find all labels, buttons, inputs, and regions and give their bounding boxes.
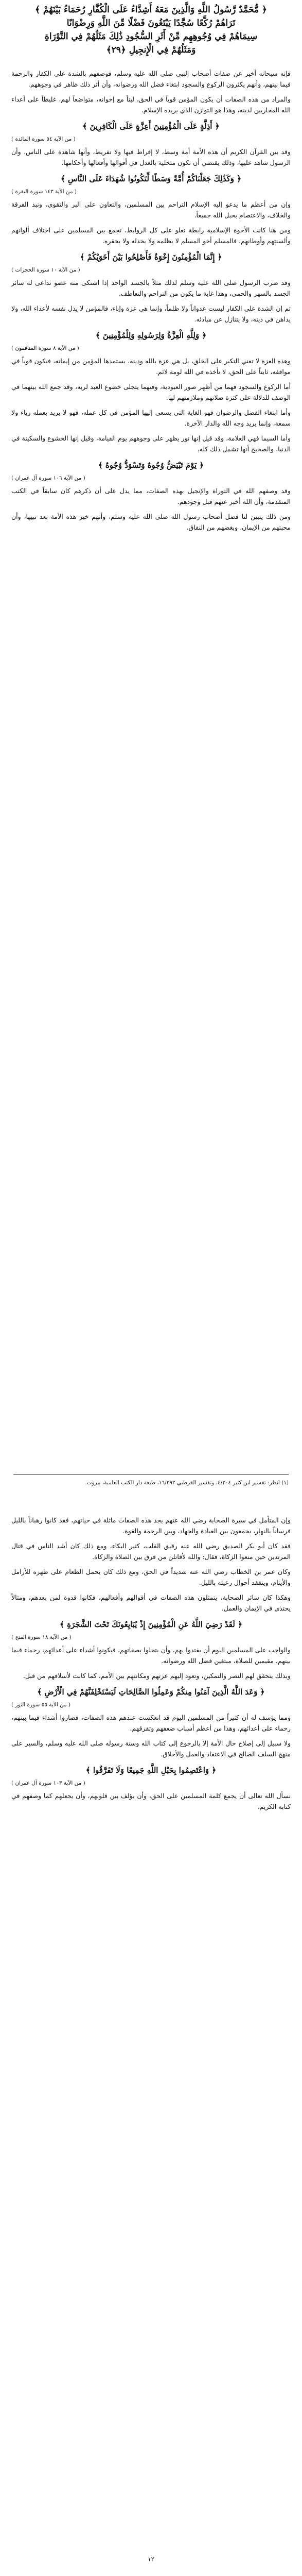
header-verse-line: سِيمَاهُمْ فِي وُجُوهِهِم مِّنْ أَثَرِ السُّجُودِ ذَٰلِكَ مَثَلُهُمْ فِي التَّوْرَاةِ <box>44 31 258 42</box>
paragraph: فإنه سبحانه أخبر عن صفات أصحاب النبي صلى الله عليه وسلم، فوصفهم بالشدة على الكفار والرحمة فيما بينهم، وأنهم يكثرون الركوع والسجود ابتغاء فضل الله ورضوانه، وأن أثر ذلك ظاهر في وجوههم. <box>11 70 291 88</box>
header-verse-line: تَرَاهُمْ رُكَّعًا سُجَّدًا يَبْتَغُونَ فَضْلًا مِّنَ اللَّهِ وَرِضْوَانًا <box>66 18 236 28</box>
verse-reference: ( من الآية ١٠٣ سورة آل عمران ) <box>11 1780 85 1786</box>
paragraph: فقد كان أبو بكر الصديق رضي الله عنه رقيق القلب، كثير البكاء، ومع ذلك كان أشد الناس في قتال المرتدين حين منعوا الزكاة، فقال: والله لأقاتلن من فرق بين الصلاة والزكاة. <box>11 1542 291 1561</box>
paragraph: وكان عمر بن الخطاب رضي الله عنه شديداً في الحق، ومع ذلك كان يحمل الطعام على ظهره للأرامل والأيتام، ويتفقد أحوال رعيته بالليل. <box>11 1568 291 1586</box>
quran-verse: ﴿ وَكَذَٰلِكَ جَعَلْنَاكُمْ أُمَّةً وَسَطًا لِّتَكُونُوا شُهَدَاءَ عَلَى النَّاسِ ﴾ <box>60 174 242 183</box>
footnote: (١) انظر: تفسير ابن كثير ٤/٢٠٤، وتفسير القرطبي ١٦/٢٩٢، طبعة دار الكتب العلمية، بيروت. <box>85 1480 289 1486</box>
paragraph: والواجب على المسلمين اليوم أن يقتدوا بهم، وأن يتحلوا بصفاتهم، فيكونوا أشداء على أعدائهم، رحماء فيما بينهم، مقيمين للصلاة، مبتغين فضل الله ورضوانه. <box>11 1646 291 1665</box>
header-verse-line: ﴿ مُّحَمَّدٌ رَّسُولُ اللَّهِ وَالَّذِينَ مَعَهُ أَشِدَّاءُ عَلَى الْكُفَّارِ رُحَمَاءُ بَيْنَهُمْ ﴾ <box>35 5 267 15</box>
quran-verse: ﴿ أَذِلَّةٍ عَلَى الْمُؤْمِنِينَ أَعِزَّةٍ عَلَى الْكَافِرِينَ ﴾ <box>82 122 220 131</box>
paragraph: ومن ذلك يتبين لنا فضل أصحاب رسول الله صلى الله عليه وسلم، وأنهم خير هذه الأمة بعد نبيها، وأن محبتهم من الإيمان، وبغضهم من النفاق. <box>11 513 291 531</box>
paragraph: وإن من أعظم ما يدعو إليه الإسلام التراحم بين المسلمين، والتعاون على البر والتقوى، ونبذ الفرقة والخلاف، والاعتصام بحبل الله جميعاً. <box>11 200 291 219</box>
paragraph: وأما السيما فهي العلامة، وقد قيل إنها نور يظهر على وجوههم يوم القيامة، وقيل إنها الخشوع والسكينة في الدنيا، والصحيح أنها تشمل ذلك كله. <box>11 434 291 453</box>
paragraph: أما الركوع والسجود فهما من أظهر صور العبودية، وفيهما يتجلى خضوع العبد لربه، وقد جمع الله بينهما في الوصف للدلالة على كثرة صلاتهم وملازمتهم لها. <box>11 383 291 401</box>
quran-verse: ﴿ وَعَدَ اللَّهُ الَّذِينَ آمَنُوا مِنكُمْ وَعَمِلُوا الصَّالِحَاتِ لَيَسْتَخْلِفَنَّهُمْ فِي الْأَرْضِ ﴾ <box>37 1687 265 1697</box>
paragraph: وقد بين القرآن الكريم أن هذه الأمة أمة وسط، لا إفراط فيها ولا تفريط، وأنها شاهدة على الناس، وأن الرسول شاهد عليها، وذلك يقتضي أن تكون متحلية بالعدل في أقوالها وأفعالها وأحكامها. <box>11 148 291 166</box>
verse-reference: ( من الآية ٥٥ سورة النور ) <box>11 1702 71 1708</box>
paragraph: نسأل الله تعالى أن يجمع كلمة المسلمين على الحق، وأن يؤلف بين قلوبهم، وأن يجعلهم كما وصفهم في كتابه الكريم. <box>11 1792 291 1810</box>
quran-verse: ﴿ إِنَّمَا الْمُؤْمِنُونَ إِخْوَةٌ فَأَصْلِحُوا بَيْنَ أَخَوَيْكُمْ ﴾ <box>80 252 222 262</box>
paragraph: وبذلك يتحقق لهم النصر والتمكين، وتعود إليهم عزتهم ومكانتهم بين الأمم، كما كانت لأسلافهم من قبل. <box>23 1672 291 1680</box>
section-1 <box>11 68 291 537</box>
header-verse-line: وَمَثَلُهُمْ فِي الْإِنجِيلِ ﴿٢٩﴾ <box>106 45 196 55</box>
paragraph: ومما يؤسف له أن كثيراً من المسلمين اليوم قد انعكست عندهم هذه الصفات، فصاروا أشداء فيما بينهم، رحماء على أعدائهم، وهذا من أعظم أسباب ضعفهم وتفرقهم. <box>11 1714 291 1732</box>
paragraph: ومن هنا كانت الأخوة الإسلامية رابطة تعلو على كل الروابط، تجمع بين المسلمين على اختلاف ألوانهم وألسنتهم وأوطانهم، فالمسلم أخو المسلم لا يظلمه ولا يخذله ولا يحقره. <box>11 226 291 245</box>
paragraph: وإن المتأمل في سيرة الصحابة رضي الله عنهم يجد هذه الصفات ماثلة في حياتهم، فقد كانوا رهباناً بالليل فرساناً بالنهار، يجمعون بين العبادة والجهاد، وبين الرحمة والقوة. <box>11 1516 291 1535</box>
verse-reference: ( من الآية ١٠ سورة الحجرات ) <box>11 267 80 273</box>
paragraph: وهذه العزة لا تعني التكبر على الخلق، بل هي عزة بالله ودينه، يستمدها المؤمن من إيمانه، فيكون قوياً في مواقفه، ثابتاً على الحق، لا تأخذه في الله لومة لائم. <box>11 357 291 376</box>
paragraph: ولا سبيل إلى إصلاح حال الأمة إلا بالرجوع إلى كتاب الله وسنة رسوله صلى الله عليه وسلم، والسير على منهج السلف الصالح في الاعتقاد والعمل والأخلاق. <box>11 1739 291 1758</box>
quran-verse: ﴿ لَقَدْ رَضِيَ اللَّهُ عَنِ الْمُؤْمِنِينَ إِذْ يُبَايِعُونَكَ تَحْتَ الشَّجَرَةِ ﴾ <box>60 1620 242 1629</box>
paragraph: ثم إن الشدة على الكفار ليست عدواناً ولا ظلماً، وإنما هي عزة وإباء، فالمؤمن لا يذل نفسه لأعداء الله، ولا يداهن في دينه، ولا يتنازل عن مبادئه. <box>11 304 291 323</box>
verse-reference: ( من الآية ٨ سورة المنافقون ) <box>11 345 79 351</box>
header-verse-banner <box>7 3 295 64</box>
paragraph: وهكذا كان سائر الصحابة، يتمثلون هذه الصفات في أقوالهم وأفعالهم، فكانوا قدوة لمن بعدهم، ومثالاً يحتذى في الإيمان والعمل. <box>11 1594 291 1612</box>
verse-reference: ( من الآية ١٨ سورة الفتح ) <box>11 1634 72 1640</box>
paragraph: وأما ابتغاء الفضل والرضوان فهو الغاية التي يسعى إليها المؤمن في كل عمله، فهو لا يريد بعمله رياء ولا سمعة، وإنما يريد وجه الله والدار الآخرة. <box>11 409 291 427</box>
verse-reference: ( من الآية ٥٤ سورة المائدة ) <box>11 136 76 142</box>
quran-verse: ﴿ يَوْمَ تَبْيَضُّ وُجُوهٌ وَتَسْوَدُّ وُجُوهٌ ﴾ <box>98 461 204 470</box>
paragraph: والمراد من هذه الصفات أن يكون المؤمن قوياً في الحق، ليناً مع إخوانه، متواضعاً لهم، غليظاً على أعداء الله المحاربين لدينه، وهذا هو التوازن الذي يريده الإسلام. <box>11 95 291 114</box>
section-2 <box>11 1515 291 1816</box>
quran-verse: ﴿ وَلِلَّهِ الْعِزَّةُ وَلِرَسُولِهِ وَلِلْمُؤْمِنِينَ ﴾ <box>95 331 207 340</box>
quran-verse: ﴿ وَاعْتَصِمُوا بِحَبْلِ اللَّهِ جَمِيعًا وَلَا تَفَرَّقُوا ﴾ <box>85 1766 217 1775</box>
paragraph: وقد وصفهم الله في التوراة والإنجيل بهذه الصفات، مما يدل على أن ذكرهم كان سابقاً في الكتب المتقدمة، وأن الله أخبر عنهم قبل وجودهم. <box>11 487 291 505</box>
page-number: ١٢ <box>148 2555 154 2563</box>
paragraph: وقد ضرب الرسول صلى الله عليه وسلم لذلك مثلاً بالجسد الواحد إذا اشتكى منه عضو تداعى له سائر الجسد بالسهر والحمى، وهذا غاية ما يكون من التراحم والتعاطف. <box>11 279 291 297</box>
verse-reference: ( من الآية ١٤٣ سورة البقرة ) <box>11 189 77 195</box>
verse-reference: ( من الآية ١٠٦ سورة آل عمران ) <box>11 475 85 481</box>
